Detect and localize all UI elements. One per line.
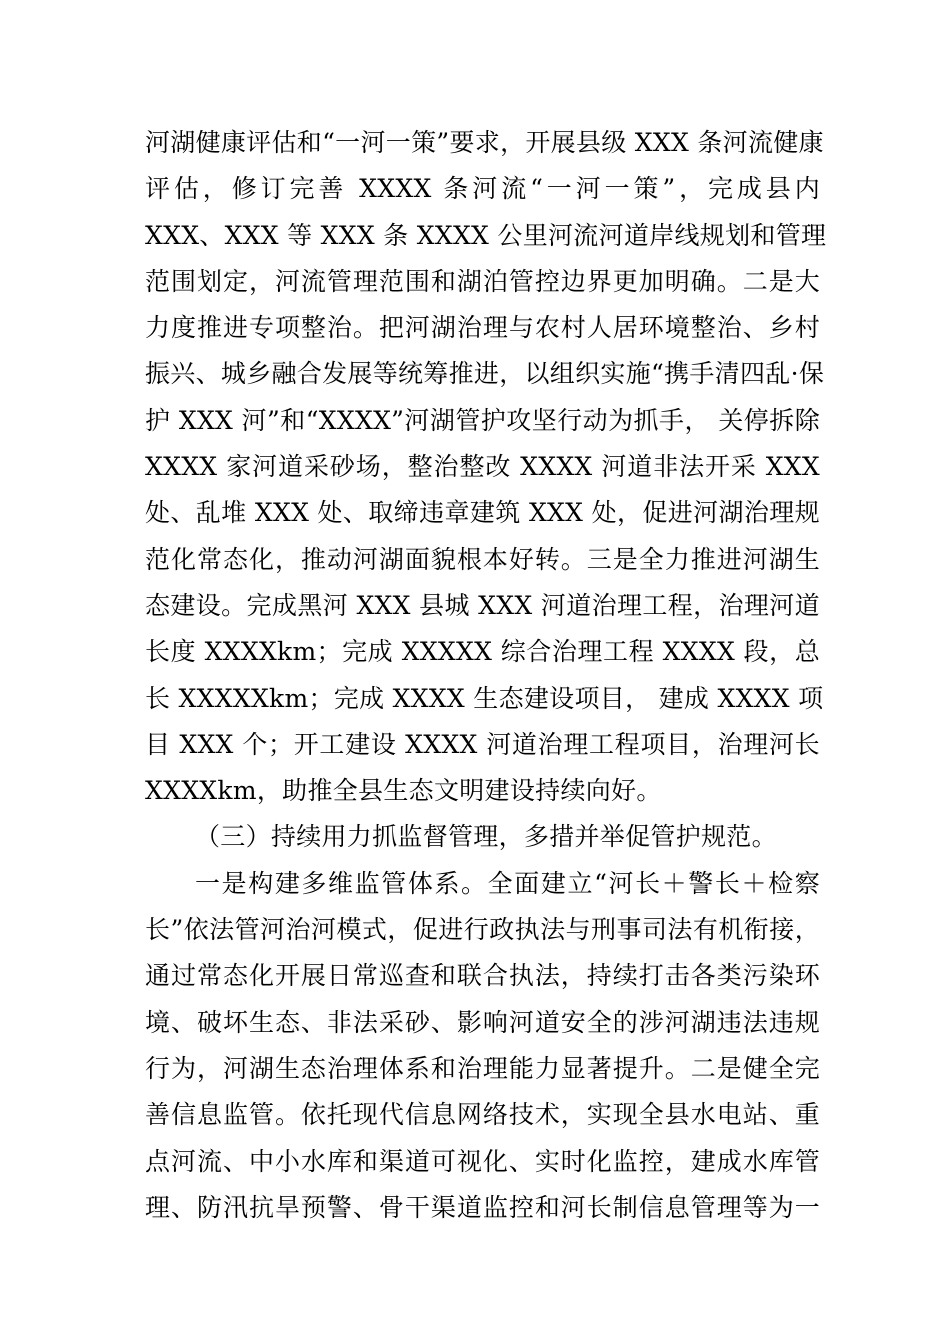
text-line: 长”依法管河治河模式，促进行政执法与刑事司法有机衔接， bbox=[145, 915, 820, 945]
text-line: 力度推进专项整治。把河湖治理与农村人居环境整治、乡村 bbox=[145, 313, 820, 343]
text-line: 行为，河湖生态治理体系和治理能力显著提升。二是健全完 bbox=[145, 1053, 820, 1083]
text-line: 河湖健康评估和“一河一策”要求，开展县级 XXX 条河流健康 bbox=[145, 128, 824, 157]
text-line: 态建设。完成黑河 XXX 县城 XXX 河道治理工程，治理河道 bbox=[145, 590, 820, 620]
text-line: 范化常态化，推动河湖面貌根本好转。三是全力推进河湖生 bbox=[145, 544, 820, 574]
text-line: 长度 XXXXkm；完成 XXXXX 综合治理工程 XXXX 段，总 bbox=[145, 637, 820, 667]
text-line: （三）持续用力抓监督管理，多措并举促管护规范。 bbox=[195, 822, 777, 852]
text-line: 境、破坏生态、非法采砂、影响河道安全的涉河湖违法违规 bbox=[145, 1007, 820, 1037]
text-line: 护 XXX 河”和“XXXX”河湖管护攻坚行动为抓手， 关停拆除 bbox=[145, 405, 820, 435]
text-line: XXXX 家河道采砂场，整治整改 XXXX 河道非法开采 XXX bbox=[145, 452, 820, 482]
text-line: 范围划定，河流管理范围和湖泊管控边界更加明确。二是大 bbox=[145, 266, 820, 296]
text-line: 善信息监管。依托现代信息网络技术，实现全县水电站、重 bbox=[145, 1100, 820, 1130]
text-line: 处、乱堆 XXX 处、取缔违章建筑 XXX 处，促进河湖治理规 bbox=[145, 498, 820, 528]
text-line: 长 XXXXXkm；完成 XXXX 生态建设项目， 建成 XXXX 项 bbox=[145, 683, 824, 713]
text-line: 理、防汛抗旱预警、骨干渠道监控和河长制信息管理等为一 bbox=[145, 1192, 820, 1222]
text-line: 目 XXX 个；开工建设 XXXX 河道治理工程项目，治理河长 bbox=[145, 729, 820, 759]
text-line: 评估，修订完善 XXXX 条河流“一河一策”，完成县内 bbox=[145, 174, 820, 204]
text-line: 振兴、城乡融合发展等统筹推进，以组织实施“携手清四乱·保 bbox=[145, 359, 825, 389]
text-line: 点河流、中小水库和渠道可视化、实时化监控，建成水库管 bbox=[145, 1146, 820, 1176]
text-line: 通过常态化开展日常巡查和联合执法，持续打击各类污染环 bbox=[145, 961, 820, 991]
body-text bbox=[145, 120, 827, 1231]
text-line: XXX、XXX 等 XXX 条 XXXX 公里河流河道岸线规划和管理 bbox=[145, 220, 827, 250]
text-line: 一是构建多维监管体系。全面建立“河长＋警长＋检察 bbox=[195, 868, 820, 898]
text-line: XXXXkm，助推全县生态文明建设持续向好。 bbox=[145, 776, 662, 806]
